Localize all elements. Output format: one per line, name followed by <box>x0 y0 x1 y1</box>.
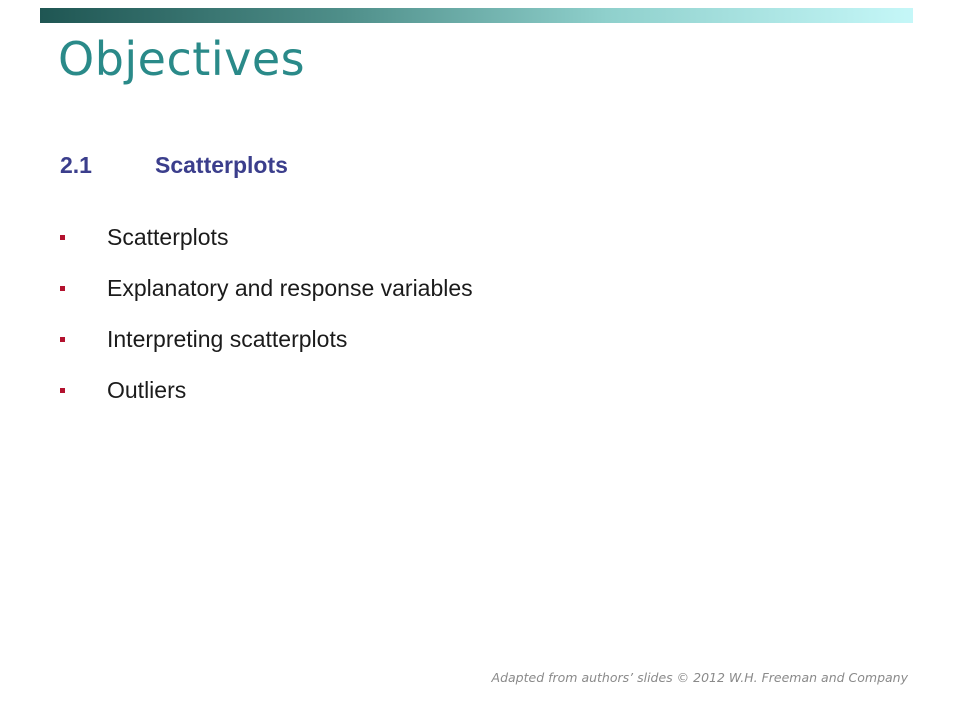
section-number: 2.1 <box>60 152 92 178</box>
square-bullet-icon <box>60 235 65 240</box>
bullet-text: Scatterplots <box>107 224 229 250</box>
bullet-text: Interpreting scatterplots <box>107 326 348 352</box>
bullet-item <box>57 263 473 314</box>
bullet-item <box>57 212 473 263</box>
square-bullet-icon <box>60 286 65 291</box>
square-bullet-icon <box>60 337 65 342</box>
header-gradient-bar <box>40 8 913 23</box>
footer-credit: Adapted from authors’ slides © 2012 W.H. Freeman and Company <box>491 670 908 685</box>
bullet-item <box>57 365 473 416</box>
square-bullet-icon <box>60 388 65 393</box>
bullet-item <box>57 314 473 365</box>
bullet-list <box>57 212 473 416</box>
bullet-text: Outliers <box>107 377 187 403</box>
slide-title: Objectives <box>58 32 306 86</box>
section-title: Scatterplots <box>155 152 288 178</box>
bullet-text: Explanatory and response variables <box>107 275 473 301</box>
section-heading <box>60 152 288 179</box>
